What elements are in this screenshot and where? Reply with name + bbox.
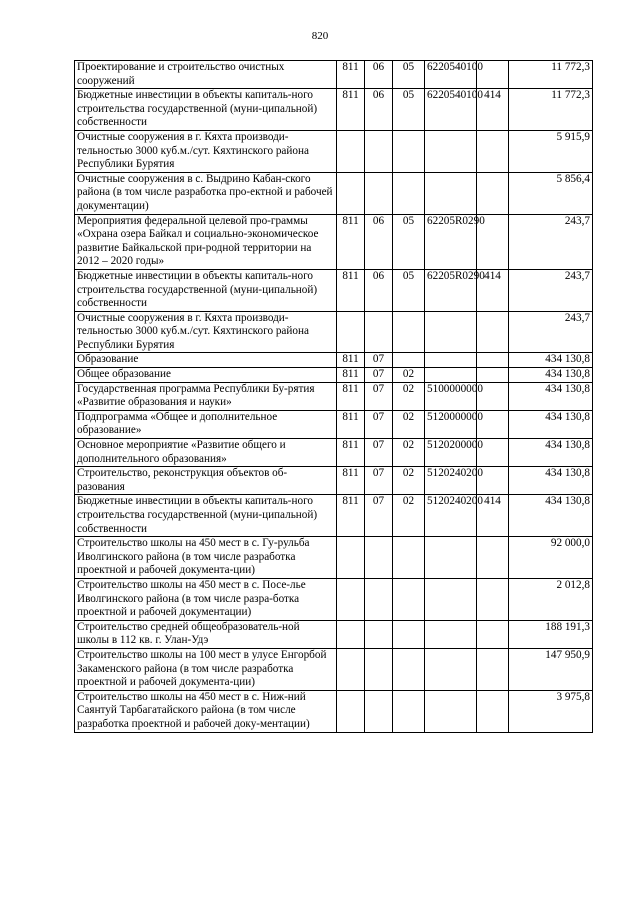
target-item-code-cell [425, 368, 477, 383]
ministry-code-cell [337, 537, 365, 579]
expense-name-cell: Образование [75, 353, 337, 368]
subsection-code-cell: 02 [393, 495, 425, 537]
section-code-cell [365, 311, 393, 353]
ministry-code-cell [337, 578, 365, 620]
expense-type-code-cell [477, 172, 509, 214]
ministry-code-cell [337, 172, 365, 214]
subsection-code-cell [393, 172, 425, 214]
expense-name-cell: Проектирование и строительство очистных сооружений [75, 61, 337, 89]
section-code-cell: 06 [365, 61, 393, 89]
subsection-code-cell [393, 130, 425, 172]
expense-name-cell: Мероприятия федеральной целевой про-граммы «Охрана озера Байкал и социально-экономическое развитие Байкальской при-родной территории на 2012 – 2020 годы» [75, 214, 337, 269]
target-item-code-cell [425, 578, 477, 620]
amount-cell: 147 950,9 [509, 648, 593, 690]
amount-cell: 243,7 [509, 214, 593, 269]
section-code-cell: 07 [365, 495, 393, 537]
ministry-code-cell [337, 311, 365, 353]
table-body [75, 61, 593, 733]
expense-name-cell: Строительство школы на 450 мест в с. Посе-лье Иволгинского района (в том числе разра-ботка проектной и рабочей документации) [75, 578, 337, 620]
amount-cell: 434 130,8 [509, 467, 593, 495]
subsection-code-cell: 05 [393, 61, 425, 89]
subsection-code-cell: 05 [393, 214, 425, 269]
section-code-cell: 06 [365, 269, 393, 311]
ministry-code-cell [337, 690, 365, 732]
amount-cell: 434 130,8 [509, 495, 593, 537]
section-code-cell: 07 [365, 368, 393, 383]
table-row [75, 620, 593, 648]
expense-name-cell: Очистные сооружения в г. Кяхта производи-тельностью 3000 куб.м./сут. Кяхтинского района Республики Бурятия [75, 130, 337, 172]
expense-name-cell: Строительство средней общеобразователь-ной школы в 112 кв. г. Улан-Удэ [75, 620, 337, 648]
expense-type-code-cell [477, 620, 509, 648]
table-row [75, 495, 593, 537]
ministry-code-cell: 811 [337, 495, 365, 537]
expense-type-code-cell [477, 690, 509, 732]
table-row [75, 353, 593, 368]
section-code-cell [365, 690, 393, 732]
expense-name-cell: Строительство школы на 450 мест в с. Гу-рульба Иволгинского района (в том числе разработка проектной и рабочей документа-ции) [75, 537, 337, 579]
subsection-code-cell [393, 620, 425, 648]
ministry-code-cell: 811 [337, 269, 365, 311]
target-item-code-cell [425, 172, 477, 214]
expense-type-code-cell: 414 [477, 89, 509, 131]
table-row [75, 311, 593, 353]
target-item-code-cell: 6220540100 [425, 89, 477, 131]
table-row [75, 467, 593, 495]
expense-name-cell: Строительство, реконструкция объектов об-разования [75, 467, 337, 495]
table-row [75, 269, 593, 311]
amount-cell: 243,7 [509, 311, 593, 353]
expense-type-code-cell [477, 537, 509, 579]
target-item-code-cell [425, 130, 477, 172]
target-item-code-cell: 5120240200 [425, 495, 477, 537]
amount-cell: 3 975,8 [509, 690, 593, 732]
subsection-code-cell: 02 [393, 410, 425, 438]
ministry-code-cell [337, 620, 365, 648]
section-code-cell: 07 [365, 439, 393, 467]
subsection-code-cell: 02 [393, 439, 425, 467]
expense-name-cell: Строительство школы на 450 мест в с. Ниж-ний Саянтуй Тарбагатайского района (в том числе разработка проектной и рабочей доку-ментации) [75, 690, 337, 732]
target-item-code-cell: 5100000000 [425, 382, 477, 410]
expense-name-cell: Очистные сооружения в г. Кяхта производи-тельностью 3000 куб.м./сут. Кяхтинского района Республики Бурятия [75, 311, 337, 353]
amount-cell: 434 130,8 [509, 410, 593, 438]
amount-cell: 5 915,9 [509, 130, 593, 172]
expense-type-code-cell [477, 130, 509, 172]
section-code-cell [365, 578, 393, 620]
table-row [75, 61, 593, 89]
subsection-code-cell: 05 [393, 269, 425, 311]
ministry-code-cell: 811 [337, 410, 365, 438]
ministry-code-cell: 811 [337, 368, 365, 383]
amount-cell: 434 130,8 [509, 368, 593, 383]
section-code-cell [365, 130, 393, 172]
expense-type-code-cell [477, 311, 509, 353]
table-row [75, 130, 593, 172]
amount-cell: 5 856,4 [509, 172, 593, 214]
table-row [75, 410, 593, 438]
section-code-cell [365, 648, 393, 690]
section-code-cell: 07 [365, 467, 393, 495]
section-code-cell: 07 [365, 353, 393, 368]
ministry-code-cell: 811 [337, 214, 365, 269]
ministry-code-cell: 811 [337, 467, 365, 495]
expense-type-code-cell [477, 353, 509, 368]
table-row [75, 578, 593, 620]
expense-name-cell: Строительство школы на 100 мест в улусе Енгорбой Закаменского района (в том числе разработка проектной и рабочей документа-ции) [75, 648, 337, 690]
amount-cell: 243,7 [509, 269, 593, 311]
section-code-cell [365, 172, 393, 214]
subsection-code-cell: 02 [393, 382, 425, 410]
target-item-code-cell: 62205R0290 [425, 214, 477, 269]
target-item-code-cell [425, 353, 477, 368]
ministry-code-cell [337, 130, 365, 172]
expense-name-cell: Бюджетные инвестиции в объекты капиталь-ного строительства государственной (муни-ципальной) собственности [75, 495, 337, 537]
subsection-code-cell [393, 578, 425, 620]
expense-type-code-cell [477, 648, 509, 690]
table-row [75, 439, 593, 467]
target-item-code-cell: 62205R0290 [425, 269, 477, 311]
ministry-code-cell: 811 [337, 382, 365, 410]
section-code-cell: 06 [365, 89, 393, 131]
amount-cell: 434 130,8 [509, 439, 593, 467]
section-code-cell: 06 [365, 214, 393, 269]
section-code-cell: 07 [365, 382, 393, 410]
expense-name-cell: Государственная программа Республики Бу-рятия «Развитие образования и науки» [75, 382, 337, 410]
amount-cell: 11 772,3 [509, 89, 593, 131]
target-item-code-cell: 6220540100 [425, 61, 477, 89]
subsection-code-cell [393, 648, 425, 690]
section-code-cell [365, 537, 393, 579]
table-row [75, 214, 593, 269]
ministry-code-cell: 811 [337, 439, 365, 467]
amount-cell: 434 130,8 [509, 382, 593, 410]
expense-name-cell: Общее образование [75, 368, 337, 383]
subsection-code-cell: 05 [393, 89, 425, 131]
expense-name-cell: Подпрограмма «Общее и дополнительное образование» [75, 410, 337, 438]
expense-type-code-cell [477, 578, 509, 620]
ministry-code-cell: 811 [337, 353, 365, 368]
expense-name-cell: Очистные сооружения в с. Выдрино Кабан-ского района (в том числе разработка про-ектной и рабочей документации) [75, 172, 337, 214]
target-item-code-cell: 5120200000 [425, 439, 477, 467]
subsection-code-cell [393, 690, 425, 732]
ministry-code-cell: 811 [337, 89, 365, 131]
table-row [75, 690, 593, 732]
amount-cell: 92 000,0 [509, 537, 593, 579]
section-code-cell: 07 [365, 410, 393, 438]
table-row [75, 172, 593, 214]
subsection-code-cell [393, 353, 425, 368]
amount-cell: 188 191,3 [509, 620, 593, 648]
ministry-code-cell: 811 [337, 61, 365, 89]
subsection-code-cell: 02 [393, 368, 425, 383]
amount-cell: 434 130,8 [509, 353, 593, 368]
target-item-code-cell: 5120240200 [425, 467, 477, 495]
table-row [75, 368, 593, 383]
target-item-code-cell [425, 311, 477, 353]
target-item-code-cell [425, 537, 477, 579]
page-number: 820 [311, 30, 329, 42]
target-item-code-cell [425, 620, 477, 648]
ministry-code-cell [337, 648, 365, 690]
table-row [75, 382, 593, 410]
table-row [75, 89, 593, 131]
expense-name-cell: Основное мероприятие «Развитие общего и дополнительного образования» [75, 439, 337, 467]
target-item-code-cell [425, 648, 477, 690]
amount-cell: 11 772,3 [509, 61, 593, 89]
expense-type-code-cell: 414 [477, 269, 509, 311]
subsection-code-cell [393, 537, 425, 579]
amount-cell: 2 012,8 [509, 578, 593, 620]
target-item-code-cell [425, 690, 477, 732]
target-item-code-cell: 5120000000 [425, 410, 477, 438]
expense-name-cell: Бюджетные инвестиции в объекты капиталь-ного строительства государственной (муни-ципальной) собственности [75, 89, 337, 131]
expense-name-cell: Бюджетные инвестиции в объекты капиталь-ного строительства государственной (муни-ципальной) собственности [75, 269, 337, 311]
budget-table [74, 60, 593, 733]
subsection-code-cell [393, 311, 425, 353]
section-code-cell [365, 620, 393, 648]
table-row [75, 537, 593, 579]
table-row [75, 648, 593, 690]
expense-type-code-cell: 414 [477, 495, 509, 537]
subsection-code-cell: 02 [393, 467, 425, 495]
expense-type-code-cell [477, 368, 509, 383]
